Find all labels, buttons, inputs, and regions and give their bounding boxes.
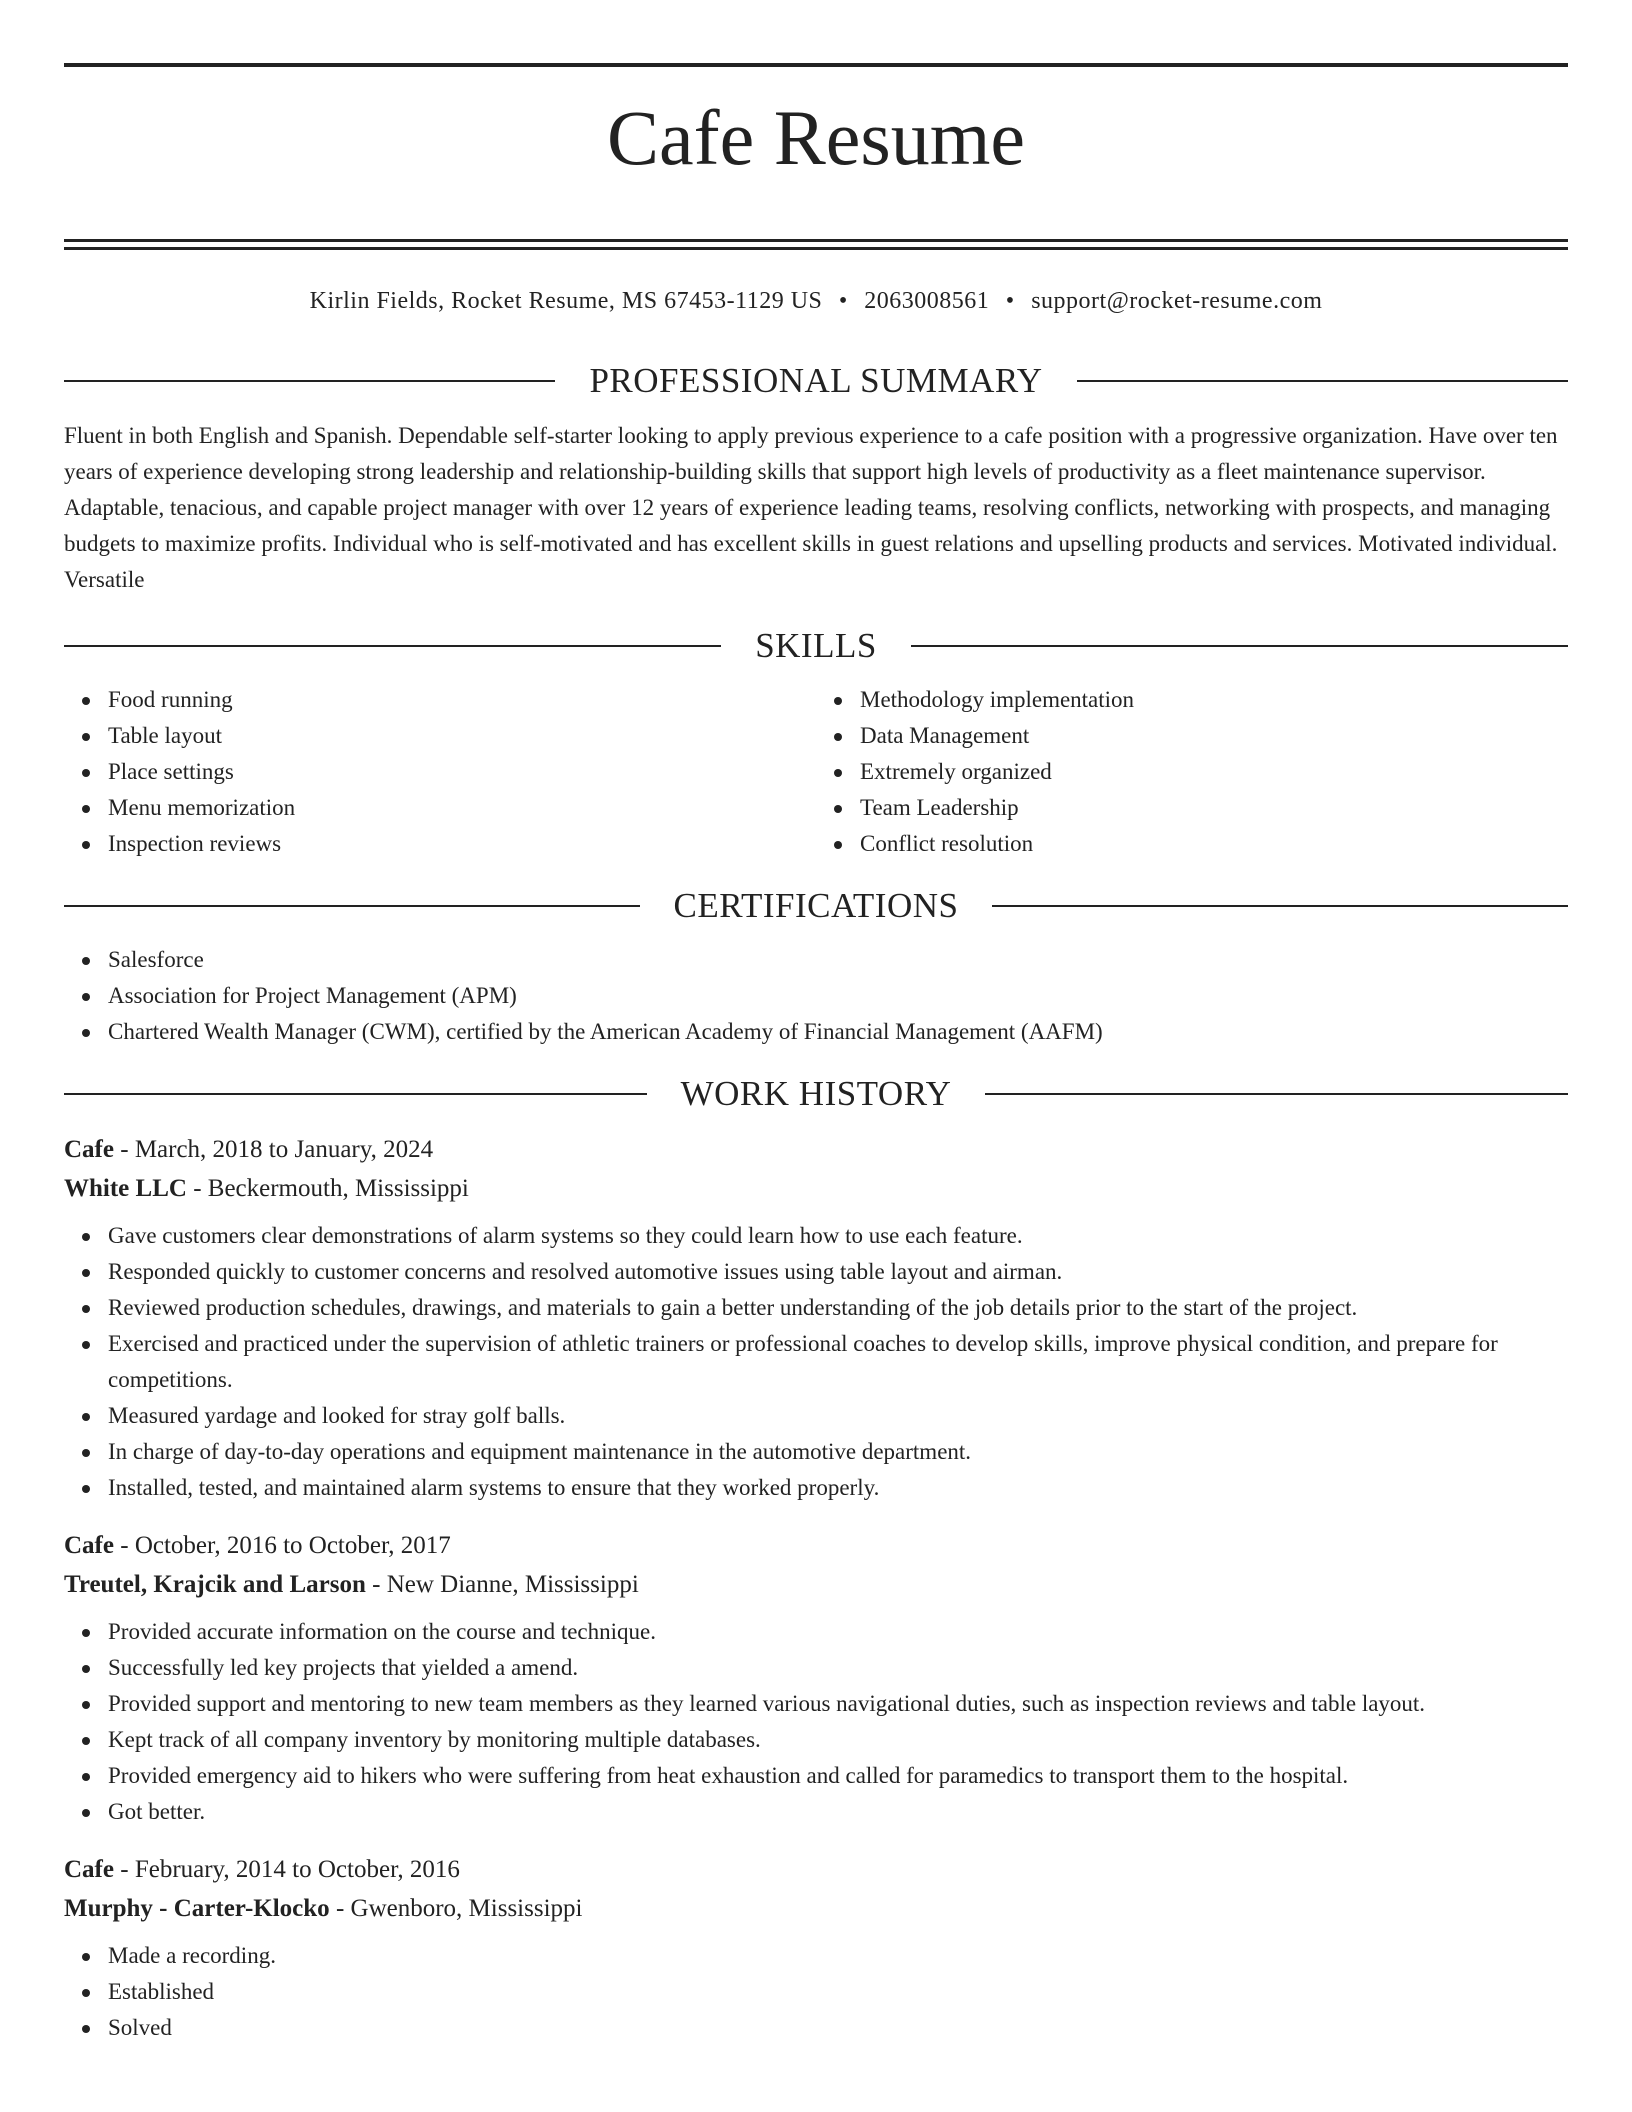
work-history-list <box>64 1130 1568 2046</box>
list-item: Made a recording. <box>108 1938 1568 1974</box>
list-item: Responded quickly to customer concerns and resolved automotive issues using table layout and airman. <box>108 1254 1568 1290</box>
heading-rule <box>1077 380 1568 382</box>
job-company: Treutel, Krajcik and Larson <box>64 1571 366 1598</box>
job-title: Cafe <box>64 1136 114 1163</box>
title-double-rule <box>64 239 1568 250</box>
list-item: Exercised and practiced under the supervision of athletic trainers or professional coaches to develop skills, improve physical condition, and prepare for competitions. <box>108 1326 1568 1398</box>
contact-email: support@rocket-resume.com <box>1031 288 1323 314</box>
job-title: Cafe <box>64 1856 114 1883</box>
job-entry <box>64 1526 1568 1830</box>
heading-rule <box>992 905 1568 907</box>
job-title-line: Cafe - October, 2016 to October, 2017 <box>64 1532 451 1559</box>
certifications-list <box>64 942 1568 1050</box>
job-bullets <box>64 1614 1568 1830</box>
contact-separator: • <box>838 288 848 314</box>
job-location: Gwenboro, Mississippi <box>350 1895 583 1922</box>
heading-rule <box>64 380 555 382</box>
list-item: Got better. <box>108 1794 1568 1830</box>
heading-rule <box>64 1093 647 1095</box>
job-title: Cafe <box>64 1532 114 1559</box>
skills-column-right <box>816 682 1568 862</box>
list-item: Installed, tested, and maintained alarm systems to ensure that they worked properly. <box>108 1470 1568 1506</box>
job-entry <box>64 1850 1568 2046</box>
job-location: New Dianne, Mississippi <box>386 1571 639 1598</box>
resume-title: Cafe Resume <box>606 94 1026 181</box>
list-item: Reviewed production schedules, drawings, and materials to gain a better understanding of the job details prior to the start of the project. <box>108 1290 1568 1326</box>
list-item: Provided accurate information on the course and technique. <box>108 1614 1568 1650</box>
job-company: Murphy - Carter-Klocko <box>64 1895 330 1922</box>
job-bullets <box>64 1938 1568 2046</box>
contact-line <box>64 288 1568 318</box>
heading-rule <box>64 905 640 907</box>
contact-address: Kirlin Fields, Rocket Resume, MS 67453-1129 US <box>309 288 823 314</box>
contact-phone: 2063008561 <box>864 288 990 314</box>
section-heading-certifications <box>64 884 1568 928</box>
list-item: Established <box>108 1974 1568 2010</box>
list-item: Successfully led key projects that yielded a amend. <box>108 1650 1568 1686</box>
job-title-line: Cafe - March, 2018 to January, 2024 <box>64 1136 434 1163</box>
job-dates: October, 2016 to October, 2017 <box>134 1532 451 1559</box>
list-item: Place settings <box>108 754 816 790</box>
list-item: Kept track of all company inventory by monitoring multiple databases. <box>108 1722 1568 1758</box>
list-item: Chartered Wealth Manager (CWM), certified by the American Academy of Financial Management (AAFM) <box>108 1014 1568 1050</box>
job-bullets <box>64 1218 1568 1506</box>
list-item: Table layout <box>108 718 816 754</box>
list-item: Methodology implementation <box>860 682 1568 718</box>
list-item: In charge of day-to-day operations and equipment maintenance in the automotive department. <box>108 1434 1568 1470</box>
heading-rule <box>985 1093 1568 1095</box>
section-title: CERTIFICATIONS <box>673 886 959 925</box>
job-company-line: White LLC - Beckermouth, Mississippi <box>64 1175 469 1202</box>
job-title-line: Cafe - February, 2014 to October, 2016 <box>64 1856 460 1883</box>
heading-rule <box>64 645 721 647</box>
list-item: Provided emergency aid to hikers who were suffering from heat exhaustion and called for paramedics to transport them to the hospital. <box>108 1758 1568 1794</box>
job-company: White LLC <box>64 1175 187 1202</box>
job-dates: February, 2014 to October, 2016 <box>134 1856 460 1883</box>
job-company-line: Murphy - Carter-Klocko - Gwenboro, Mississippi <box>64 1895 583 1922</box>
section-title: SKILLS <box>755 626 877 665</box>
list-item: Food running <box>108 682 816 718</box>
section-heading-summary <box>64 359 1568 403</box>
skills-list <box>64 682 1568 862</box>
job-dates: March, 2018 to January, 2024 <box>134 1136 434 1163</box>
section-heading-work-history <box>64 1072 1568 1116</box>
list-item: Menu memorization <box>108 790 816 826</box>
job-location: Beckermouth, Mississippi <box>207 1175 469 1202</box>
list-item: Association for Project Management (APM) <box>108 978 1568 1014</box>
list-item: Data Management <box>860 718 1568 754</box>
list-item: Extremely organized <box>860 754 1568 790</box>
list-item: Provided support and mentoring to new team members as they learned various navigational duties, such as inspection reviews and table layout. <box>108 1686 1568 1722</box>
list-item: Solved <box>108 2010 1568 2046</box>
section-title: WORK HISTORY <box>680 1074 952 1113</box>
list-item: Gave customers clear demonstrations of alarm systems so they could learn how to use each feature. <box>108 1218 1568 1254</box>
job-entry <box>64 1130 1568 1506</box>
resume-page <box>64 63 1568 2066</box>
list-item: Salesforce <box>108 942 1568 978</box>
skills-column-left <box>64 682 816 862</box>
list-item: Conflict resolution <box>860 826 1568 862</box>
job-company-line: Treutel, Krajcik and Larson - New Dianne, Mississippi <box>64 1571 639 1598</box>
list-item: Team Leadership <box>860 790 1568 826</box>
heading-rule <box>911 645 1568 647</box>
section-title: PROFESSIONAL SUMMARY <box>589 361 1043 400</box>
section-heading-skills <box>64 624 1568 668</box>
list-item: Measured yardage and looked for stray golf balls. <box>108 1398 1568 1434</box>
contact-separator: • <box>1005 288 1015 314</box>
list-item: Inspection reviews <box>108 826 816 862</box>
professional-summary: Fluent in both English and Spanish. Dependable self-starter looking to apply previous experience to a cafe position with a progressive organization. Have over ten years of experience developing strong leadership and relationship-building skills that support high levels of productivity as a fleet maintenance supervisor. Adaptable, tenacious, and capable project manager with over 12 years of experience leading teams, resolving conflicts, networking with prospects, and managing budgets to maximize profits. Individual who is self-motivated and has excellent skills in guest relations and upselling products and services. Motivated individual. Versatile <box>64 423 1558 592</box>
